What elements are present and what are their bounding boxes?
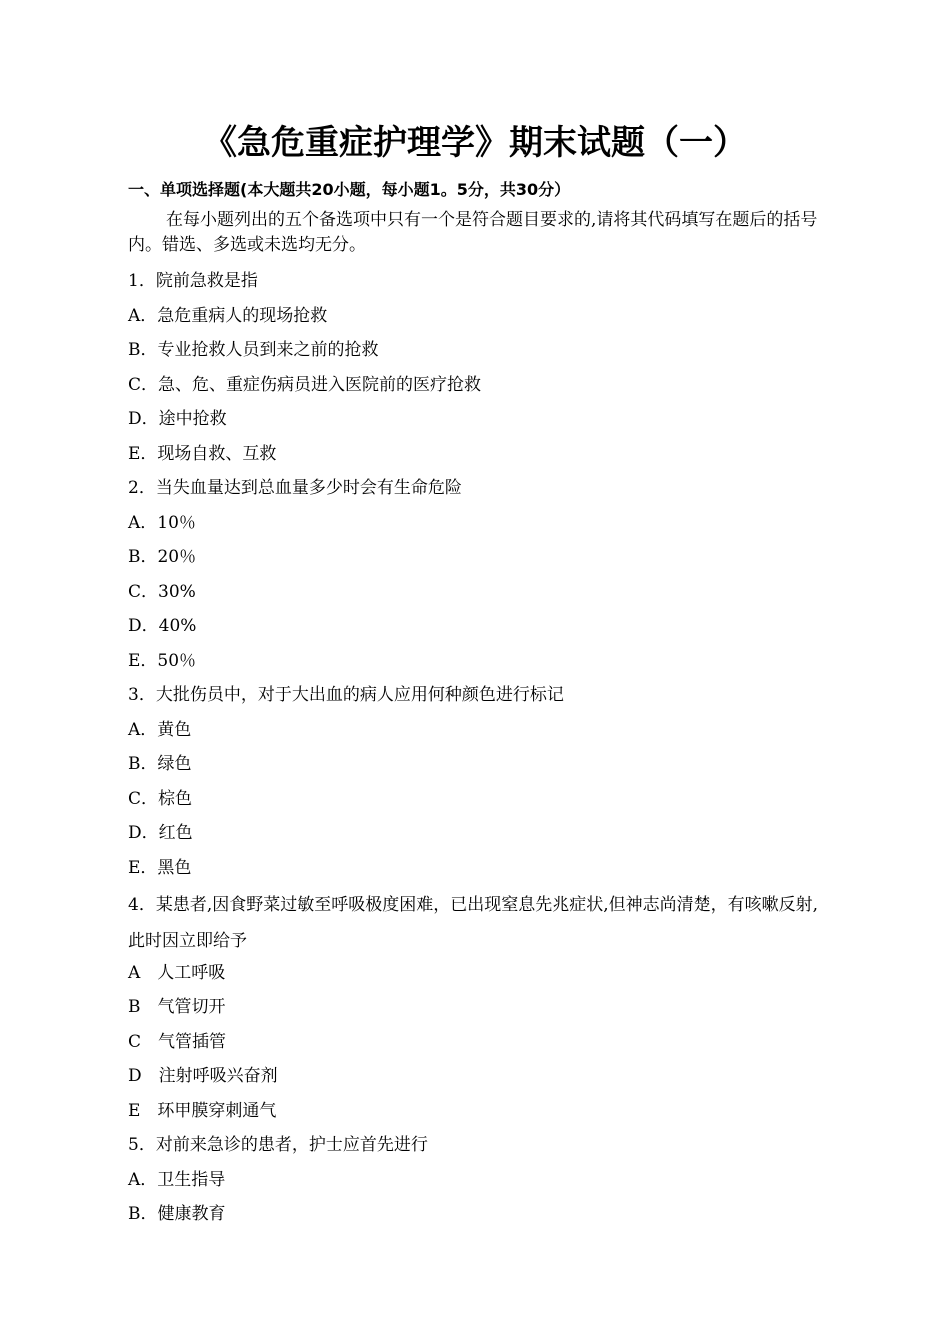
section-header: 一、单项选择题(本大题共20小题，每小题1。5分，共30分） <box>128 180 571 199</box>
option-b: B．专业抢救人员到来之前的抢救 <box>128 340 379 360</box>
option-a: A．卫生指导 <box>128 1169 226 1190</box>
question-stem: 5．对前来急诊的患者，护士应首先进行 <box>128 1135 428 1155</box>
option-d: D．红色 <box>128 823 193 843</box>
option-e: E．50％ <box>128 650 197 671</box>
question-list <box>128 266 828 1234</box>
option-c: C 气管插管 <box>128 1031 227 1052</box>
option-a: A．10％ <box>128 512 196 533</box>
option-a: A 人工呼吸 <box>128 962 226 983</box>
option-d: D 注射呼吸兴奋剂 <box>128 1066 278 1086</box>
option-e: E 环甲膜穿刺通气 <box>128 1100 277 1121</box>
option-c: C．急、危、重症伤病员进入医院前的医疗抢救 <box>128 374 482 395</box>
section-instructions: 在每小题列出的五个备选项中只有一个是符合题目要求的,请将其代码填写在题后的括号内。错选、多选或未选均无分。 <box>128 210 818 255</box>
option-d: D．途中抢救 <box>128 409 227 429</box>
option-d: D．40% <box>128 616 197 636</box>
question-stem: 3．大批伤员中，对于大出血的病人应用何种颜色进行标记 <box>128 685 564 705</box>
option-b: B．绿色 <box>128 754 192 774</box>
option-e: E．黑色 <box>128 857 192 878</box>
option-b: B 气管切开 <box>128 997 226 1017</box>
question-stem: 1．院前急救是指 <box>128 271 258 291</box>
question-stem: 2．当失血量达到总血量多少时会有生命危险 <box>128 478 462 498</box>
option-c: C．30% <box>128 581 196 602</box>
option-c: C．棕色 <box>128 788 193 809</box>
option-b: B．20％ <box>128 547 197 567</box>
option-e: E．现场自救、互救 <box>128 443 277 464</box>
page-title: 《急危重症护理学》期末试题（一） <box>203 123 747 163</box>
option-a: A．黄色 <box>128 719 192 740</box>
option-b: B．健康教育 <box>128 1204 226 1224</box>
question-stem: 4．某患者,因食野菜过敏至呼吸极度困难，已出现窒息先兆症状,但神志尚清楚，有咳嗽反射,此时因立即给予 <box>128 895 819 951</box>
option-a: A．急危重病人的现场抢救 <box>128 305 328 326</box>
